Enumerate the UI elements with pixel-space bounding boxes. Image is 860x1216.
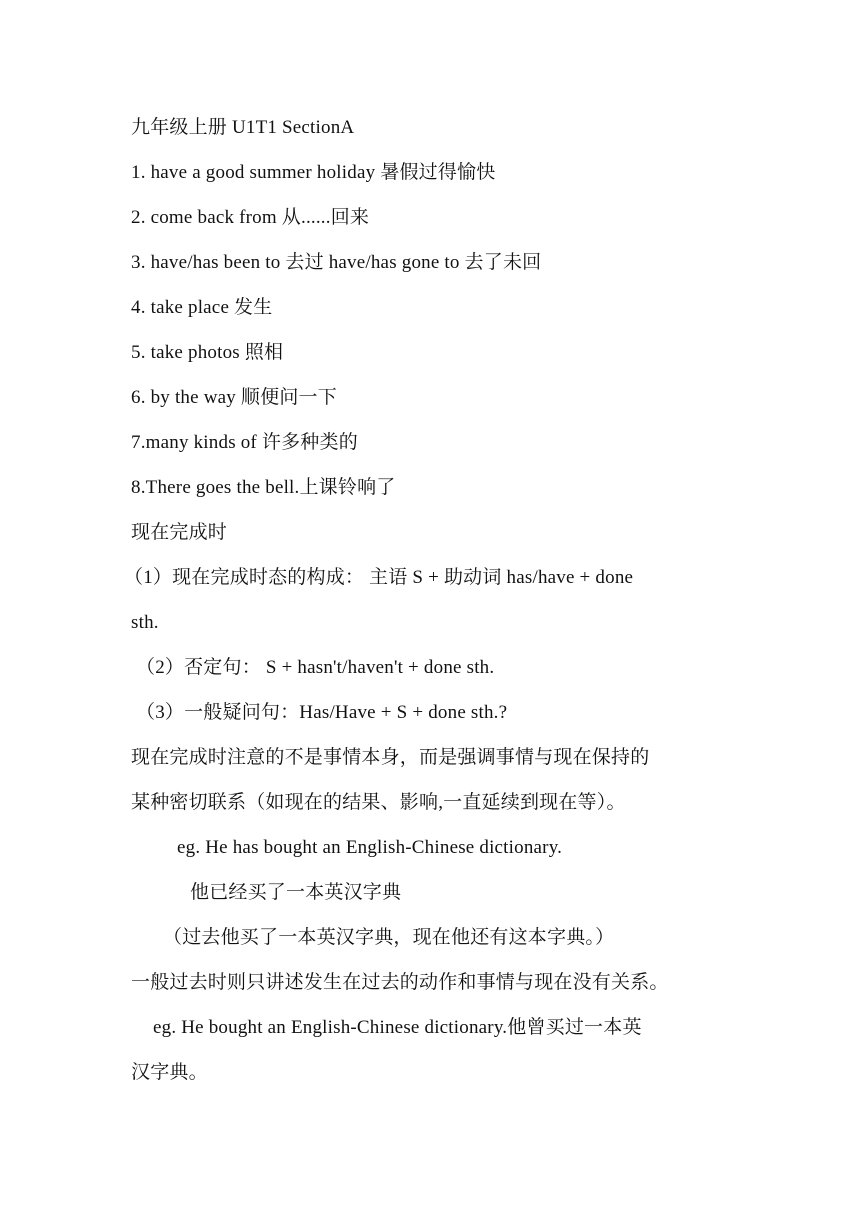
vocab-item-3: 3. have/has been to 去过 have/has gone to 去了未回 — [131, 252, 542, 273]
example-1-explanation: （过去他买了一本英汉字典，现在他还有这本字典。） — [163, 927, 615, 948]
example-2-line-1: eg. He bought an English-Chinese dictionary.他曾买过一本英 — [153, 1017, 642, 1038]
document-title: 九年级上册 U1T1 SectionA — [131, 117, 355, 138]
example-1-chinese: 他已经买了一本英汉字典 — [190, 882, 402, 903]
vocab-item-5: 5. take photos 照相 — [131, 342, 284, 363]
vocab-item-2: 2. come back from 从......回来 — [131, 207, 370, 228]
vocab-item-6: 6. by the way 顺便问一下 — [131, 387, 337, 408]
note-line-2: 某种密切联系（如现在的结果、影响,一直延续到现在等）。 — [131, 792, 626, 813]
vocab-item-4: 4. take place 发生 — [131, 297, 273, 318]
past-tense-note: 一般过去时则只讲述发生在过去的动作和事情与现在没有关系。 — [131, 972, 669, 993]
grammar-heading: 现在完成时 — [131, 522, 228, 543]
rule-3: （3）一般疑问句：Has/Have + S + done sth.? — [136, 702, 508, 723]
vocab-item-7: 7.many kinds of 许多种类的 — [131, 432, 358, 453]
vocab-item-8: 8.There goes the bell.上课铃响了 — [131, 477, 396, 498]
rule-1-line-1: （1）现在完成时态的构成： 主语 S + 助动词 has/have + done — [124, 567, 634, 588]
example-2-line-2: 汉字典。 — [131, 1062, 208, 1083]
rule-1-line-2: sth. — [131, 612, 159, 633]
example-1-english: eg. He has bought an English-Chinese dictionary. — [177, 837, 563, 858]
note-line-1: 现在完成时注意的不是事情本身，而是强调事情与现在保持的 — [131, 747, 650, 768]
vocab-item-1: 1. have a good summer holiday 暑假过得愉快 — [131, 162, 496, 183]
rule-2: （2）否定句： S + hasn't/haven't + done sth. — [136, 657, 495, 678]
